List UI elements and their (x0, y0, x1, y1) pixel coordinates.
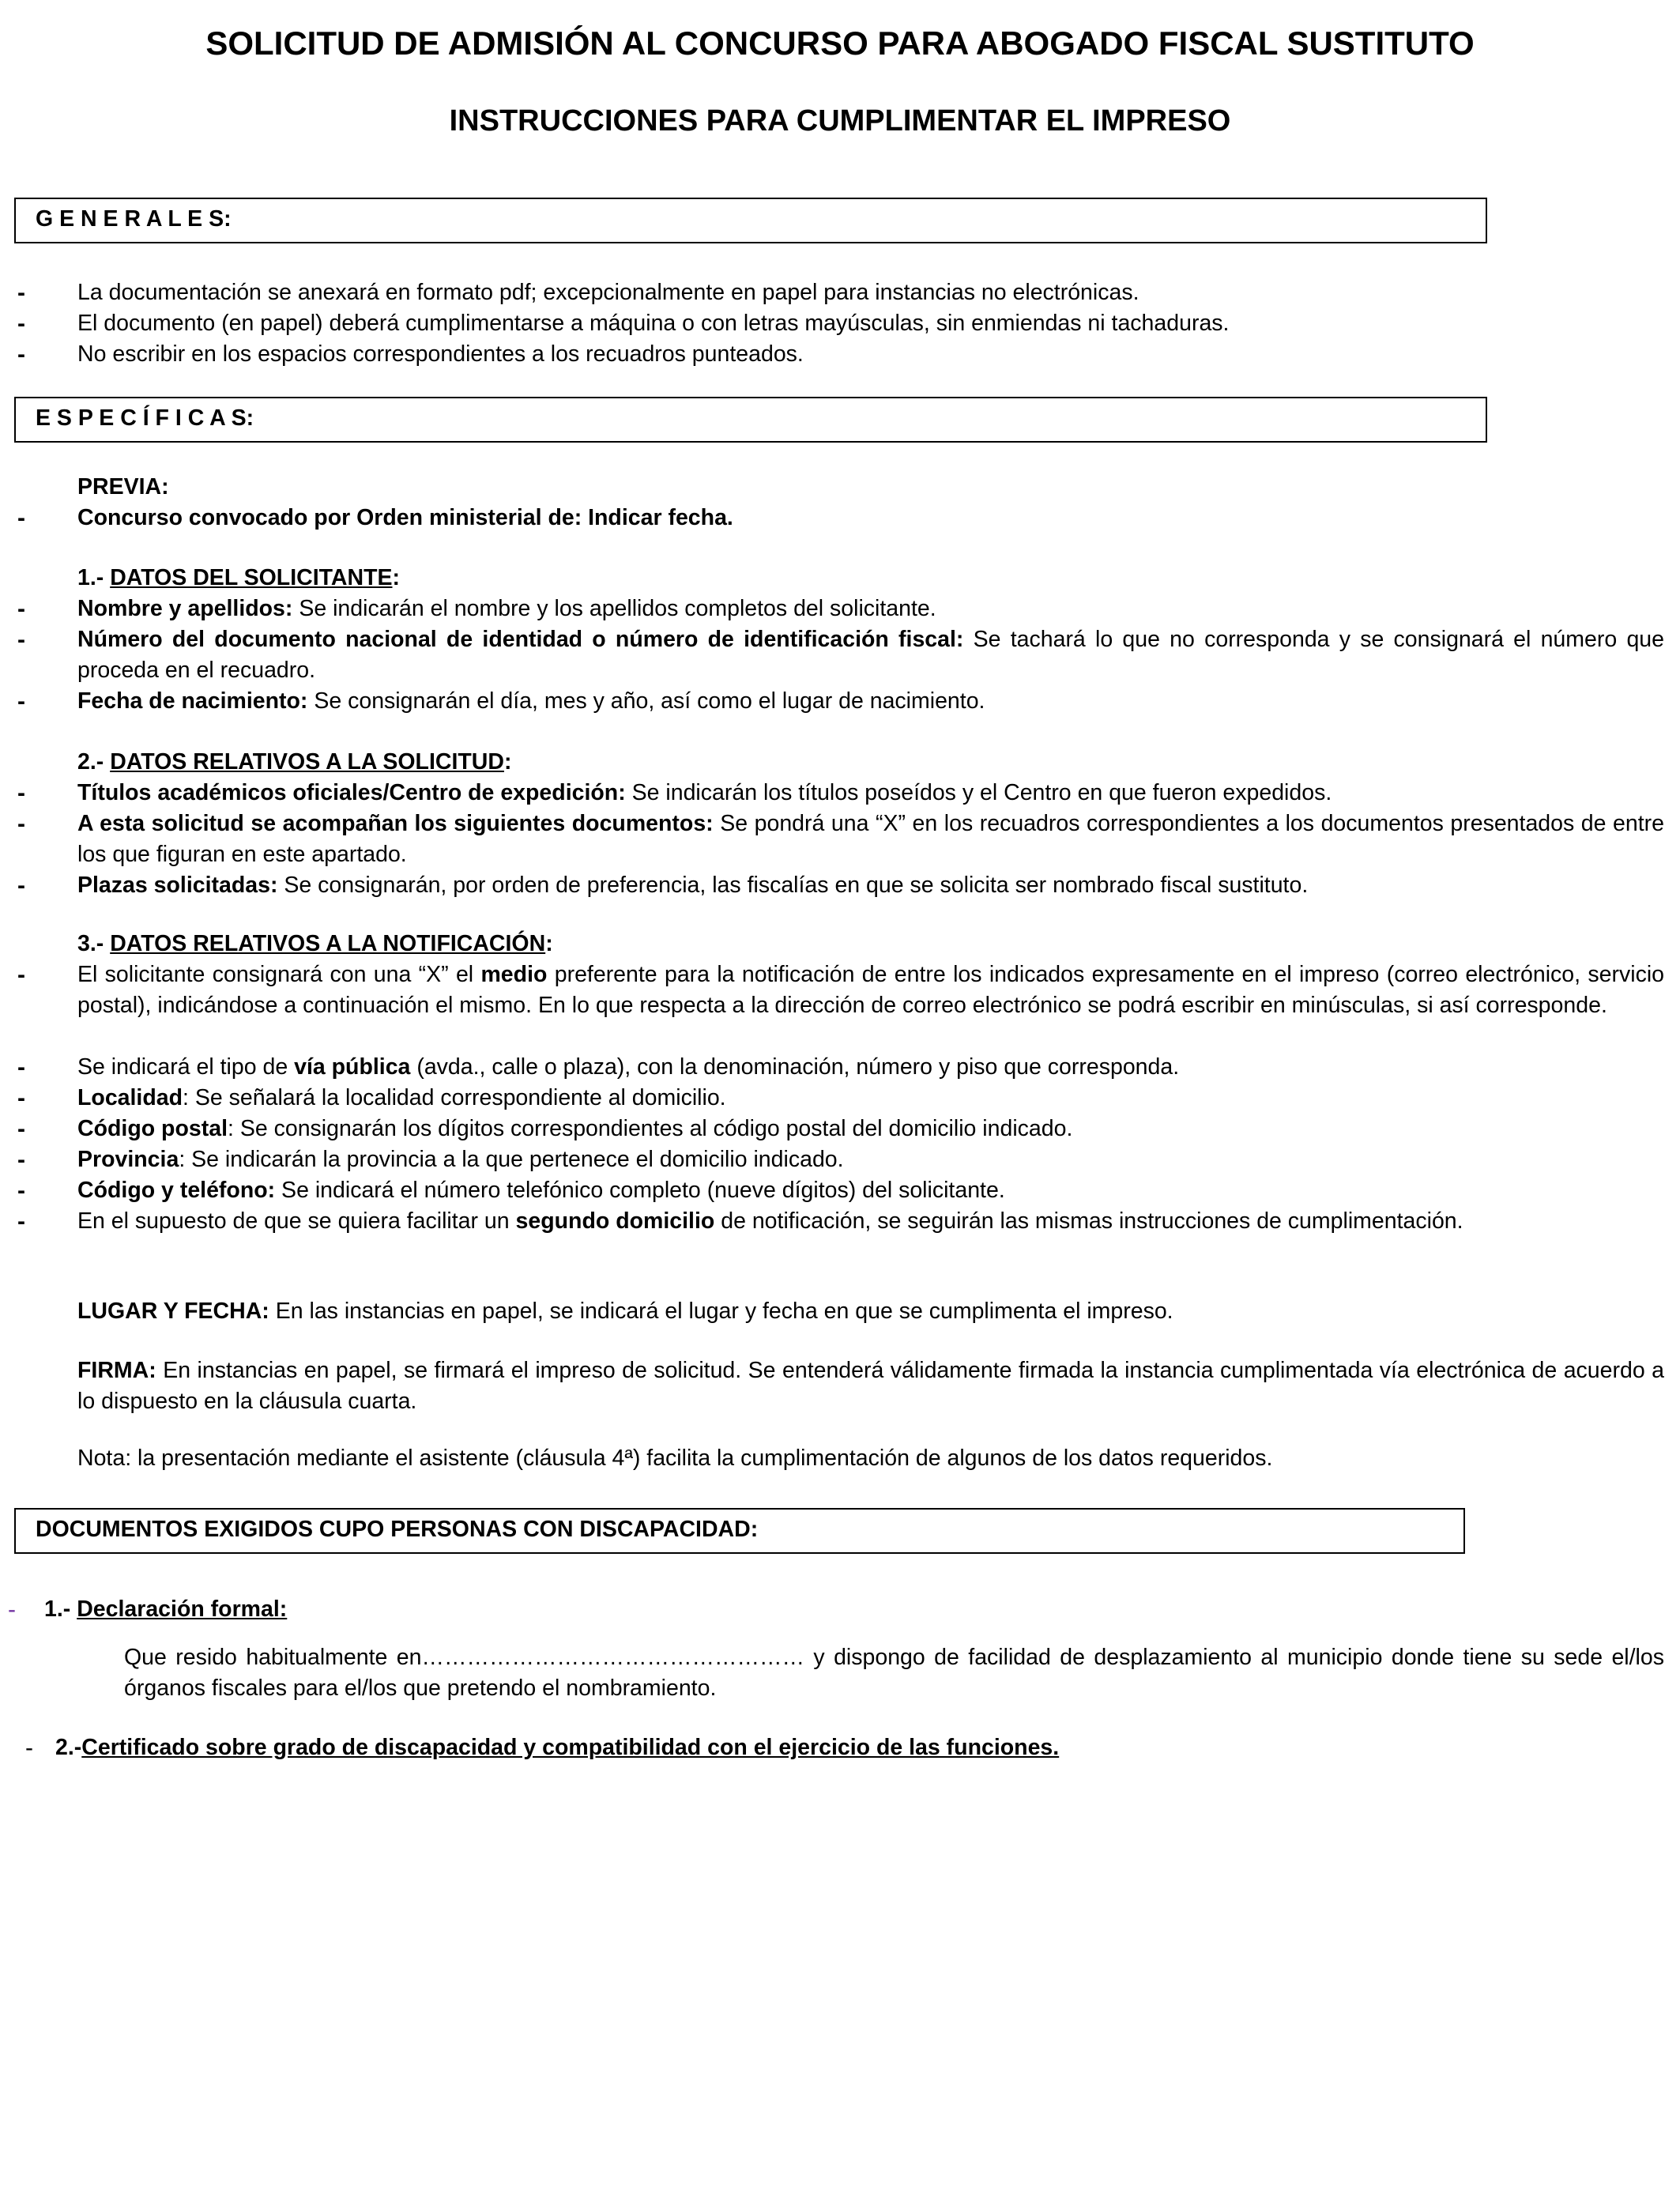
list-bullet: - (17, 1178, 25, 1204)
list-bullet: - (17, 1054, 25, 1080)
list-bullet: - (17, 311, 25, 337)
section-3-heading: 3.- DATOS RELATIVOS A LA NOTIFICACIÓN: (77, 931, 553, 956)
discapacidad-heading: DOCUMENTOS EXIGIDOS CUPO PERSONAS CON DISCAPACIDAD: (36, 1517, 759, 1542)
list-bullet: - (17, 962, 25, 988)
list-bullet: - (17, 811, 25, 837)
list-bullet: - (17, 627, 25, 653)
list-bullet: - (17, 1116, 25, 1142)
list-item: A esta solicitud se acompañan los siguientes documentos: Se pondrá una “X” en los recuadros correspondientes a los documentos presentados de entre los que figuran en este apartado. (77, 811, 1664, 867)
list-item: Se indicará el tipo de vía pública (avda., calle o plaza), con la denominación, número y piso que corresponda. (77, 1054, 1180, 1080)
discapacidad-heading-box (14, 1508, 1465, 1554)
list-item: Fecha de nacimiento: Se consignarán el día, mes y año, así como el lugar de nacimiento. (77, 688, 985, 714)
list-item: La documentación se anexará en formato pdf; excepcionalmente en papel para instancias no electrónicas. (77, 280, 1139, 305)
list-item: Provincia: Se indicarán la provincia a la que pertenece el domicilio indicado. (77, 1147, 844, 1172)
list-item: Número del documento nacional de identidad o número de identificación fiscal: Se tachará lo que no corresponda y se consignará el número que proceda en el recuadro. (77, 627, 1664, 683)
firma-paragraph: FIRMA: En instancias en papel, se firmará el impreso de solicitud. Se entenderá válidamente firmada la instancia cumplimentada vía electrónica de acuerdo a lo dispuesto en la cláusula cuarta. (77, 1358, 1664, 1414)
list-bullet: - (17, 596, 25, 622)
list-item: Títulos académicos oficiales/Centro de expedición: Se indicarán los títulos poseídos y el Centro en que fueron expedidos. (77, 780, 1332, 805)
nota-paragraph: Nota: la presentación mediante el asistente (cláusula 4ª) facilita la cumplimentación de algunos de los datos requeridos. (77, 1446, 1273, 1471)
list-bullet: - (17, 1085, 25, 1111)
list-item: Plazas solicitadas: Se consignarán, por orden de preferencia, las fiscalías en que se solicita ser nombrado fiscal sustituto. (77, 873, 1309, 898)
lugar-fecha-paragraph: LUGAR Y FECHA: En las instancias en papel, se indicará el lugar y fecha en que se cumplimenta el impreso. (77, 1299, 1173, 1324)
list-item: El documento (en papel) deberá cumplimentarse a máquina o con letras mayúsculas, sin enmiendas ni tachaduras. (77, 311, 1230, 336)
list-item: No escribir en los espacios correspondientes a los recuadros punteados. (77, 341, 804, 367)
list-bullet: - (25, 1735, 33, 1761)
previa-item: Concurso convocado por Orden ministerial de: Indicar fecha. (77, 505, 733, 530)
list-bullet: - (8, 1596, 16, 1623)
list-item: Código y teléfono: Se indicará el número telefónico completo (nueve dígitos) del solicitante. (77, 1178, 1005, 1203)
section-2-heading: 2.- DATOS RELATIVOS A LA SOLICITUD: (77, 749, 512, 775)
declaracion-heading: 1.- Declaración formal: (44, 1596, 288, 1622)
generales-heading: G E N E R A L E S: (36, 206, 232, 232)
previa-label: PREVIA: (77, 474, 169, 499)
especificas-heading: E S P E C Í F I C A S: (36, 405, 254, 431)
section-1-heading: 1.- DATOS DEL SOLICITANTE: (77, 565, 401, 590)
generales-heading-box (14, 198, 1487, 243)
list-bullet: - (17, 1147, 25, 1173)
list-item: En el supuesto de que se quiera facilitar un segundo domicilio de notificación, se seguirán las mismas instrucciones de cumplimentación. (77, 1208, 1463, 1234)
page-title: SOLICITUD DE ADMISIÓN AL CONCURSO PARA ABOGADO FISCAL SUSTITUTO (205, 25, 1475, 62)
especificas-heading-box (14, 397, 1487, 443)
list-bullet: - (17, 505, 25, 531)
list-item: Localidad: Se señalará la localidad correspondiente al domicilio. (77, 1085, 726, 1110)
list-bullet: - (17, 688, 25, 714)
list-bullet: - (17, 1208, 25, 1235)
list-item: Nombre y apellidos: Se indicarán el nombre y los apellidos completos del solicitante. (77, 596, 936, 621)
list-item: El solicitante consignará con una “X” el medio preferente para la notificación de entre los indicados expresamente en el impreso (correo electrónico, servicio postal), indicándose a continuación el mismo. En lo que respecta a la dirección de correo electrónico se podrá escribir en minúsculas, si así corresponde. (77, 962, 1664, 1018)
declaracion-text: Que resido habitualmente en…………………………………………… y dispongo de facilidad de desplazamiento al municipio donde tiene su sede el/los órganos fiscales para el/los que pretendo el nombramiento. (124, 1645, 1664, 1701)
list-bullet: - (17, 280, 25, 306)
list-bullet: - (17, 780, 25, 806)
list-bullet: - (17, 873, 25, 899)
page-subtitle: INSTRUCCIONES PARA CUMPLIMENTAR EL IMPRESO (449, 104, 1231, 138)
list-item: Código postal: Se consignarán los dígitos correspondientes al código postal del domicilio indicado. (77, 1116, 1073, 1141)
certificado-heading: 2.-Certificado sobre grado de discapacidad y compatibilidad con el ejercicio de las funciones. (55, 1735, 1060, 1760)
list-bullet: - (17, 341, 25, 368)
